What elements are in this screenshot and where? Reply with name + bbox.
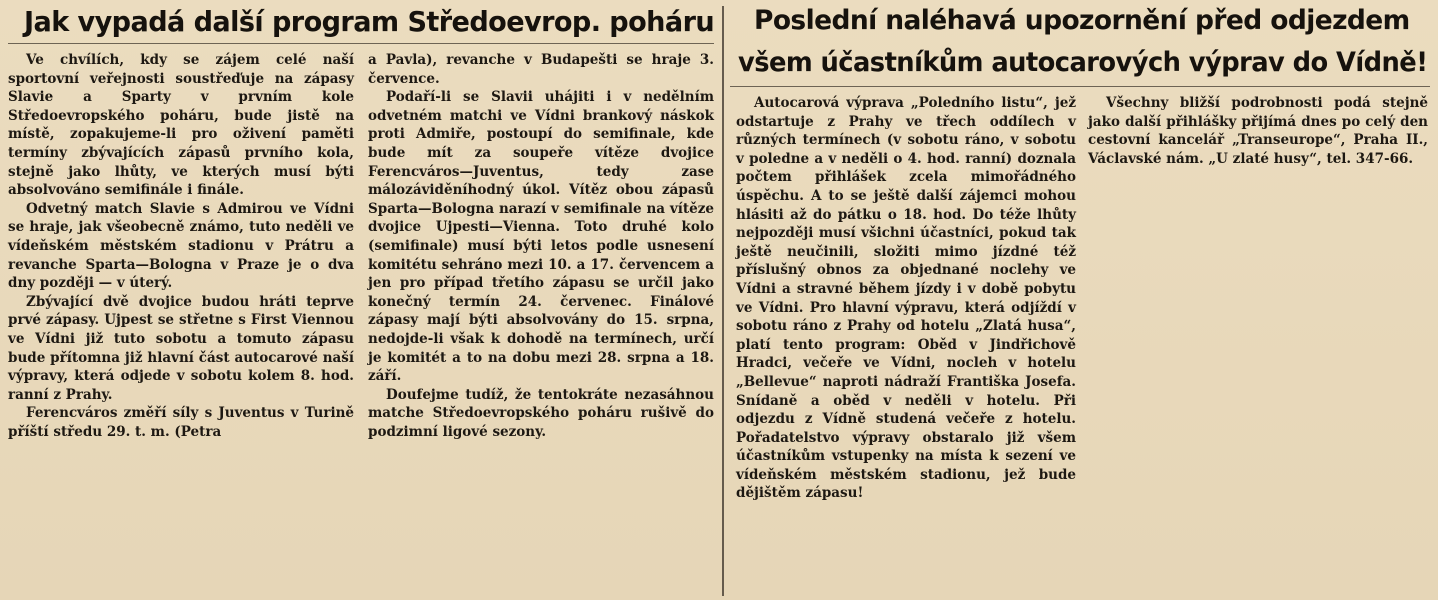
paragraph: Podaří-li se Slavii uhájiti i v nedělním odvetném matchi ve Vídni brankový náskok proti Admiře, postoupí do semifinale, kde bude mít za soupeře vítěze dvojice Ferencváros—Juventus, tedy zase málozáviděníhodný úkol. Vítěz obou zápasů Sparta—Bologna narazí v semifinale na vítěze dvojice Ujpesti—Vienna. Toto druhé kolo (semifinale) musí býti letos podle usnesení komitétu sehráno mezi 10. a 17. červencem a jen pro případ třetího zápasu se určil jako konečný termín 24. červenec. Finálové zápasy mají býti absolvovány do 15. srpna, nedojde-li však k dohodě na termínech, určí je komitét a to na dobu mezi 28. srpna a 18. září. [368, 89, 714, 385]
paragraph: Ve chvílích, kdy se zájem celé naší sportovní veřejnosti soustřeďuje na zápasy Slavie a Sparty v prvním kole Středoevropského poháru, bude jistě na místě, zopakujeme-li pro oživení paměti termíny zbývajících zápasů prvního kola, stejně jako lhůty, ve kterých musí býti absolvováno semifinále i finále. [8, 52, 354, 199]
paragraph: Autocarová výprava „Poledního listu“, jež odstartuje z Prahy ve třech oddílech v různých termínech (v sobotu ráno, v sobotu v poledne a v neděli o 4. hod. ranní) doznala počtem přihlášek zcela mimořádného úspěchu. A to se ještě další zájemci mohou hlásiti až do pátku o 18. hod. Do téže lhůty nejpozději musí všichni účastníci, pokud tak ještě neučinili, složiti mimo jízdné též příslušný obnos za objednané noclehy ve Vídni a stravné během jízdy i v době pobytu ve Vídni. Pro hlavní výpravu, která odjíždí v sobotu ráno z Prahy od hotelu „Zlatá husa“, platí tento program: Oběd v Jindřichově Hradci, večeře ve Vídni, nocleh v hotelu „Bellevue“ naproti nádraží Františka Josefa. Snídaně a oběd v neděli v hotelu. Při odjezdu z Vídně studená večeře z hotelu. Pořadatelstvo výpravy obstaralo již všem účastníkům vstupenky na místa k sezení ve vídeňském městském stadionu, jež bude dějištěm zápasu! [736, 95, 1076, 502]
paragraph: a Pavla), revanche v Budapešti se hraje 3. července. [368, 52, 714, 87]
paragraph: Všechny bližší podrobnosti podá stejně jako další přihlášky přijímá dnes po celý den cestovní kancelář „Transeurope“, Praha II., Václavské nám. „U zlaté husy“, tel. 347-66. [1088, 95, 1428, 167]
right-article-column-1 [736, 94, 1076, 503]
paragraph: Zbývající dvě dvojice budou hráti teprve prvé zápasy. Ujpest se střetne s First Viennou ve Vídni již tuto sobotu a tomuto zápasu bude přítomna již hlavní část autocarové naší výpravy, která odjede v sobotu kolem 8. hod. ranní z Prahy. [8, 293, 354, 403]
right-headline-line-2: všem účastníkům autocarových výprav do Vídně! [738, 47, 1428, 78]
left-article-column-1 [8, 51, 354, 441]
paragraph: Ferencváros změří síly s Juventus v Turině příští středu 29. t. m. (Petra [8, 405, 354, 440]
left-article-column-2 [368, 51, 714, 441]
left-headline-rule [8, 43, 714, 44]
paragraph: Odvetný match Slavie s Admirou ve Vídni se hraje, jak všeobecně známo, tuto neděli ve vídeňském městském stadionu v Prátru a revanche Sparta—Bologna v Praze je o dva dny později — v úterý. [8, 200, 354, 292]
paragraph: Doufejme tudíž, že tentokráte nezasáhnou matche Středoevropského poháru rušivě do podzimní ligové sezony. [368, 386, 714, 440]
right-headline-rule [730, 86, 1430, 87]
right-headline-line-1: Poslední naléhavá upozornění před odjezdem [754, 5, 1410, 36]
column-divider [722, 6, 724, 596]
right-article-column-2 [1088, 94, 1428, 168]
left-headline: Jak vypadá další program Středoevrop. poháru [24, 5, 715, 38]
